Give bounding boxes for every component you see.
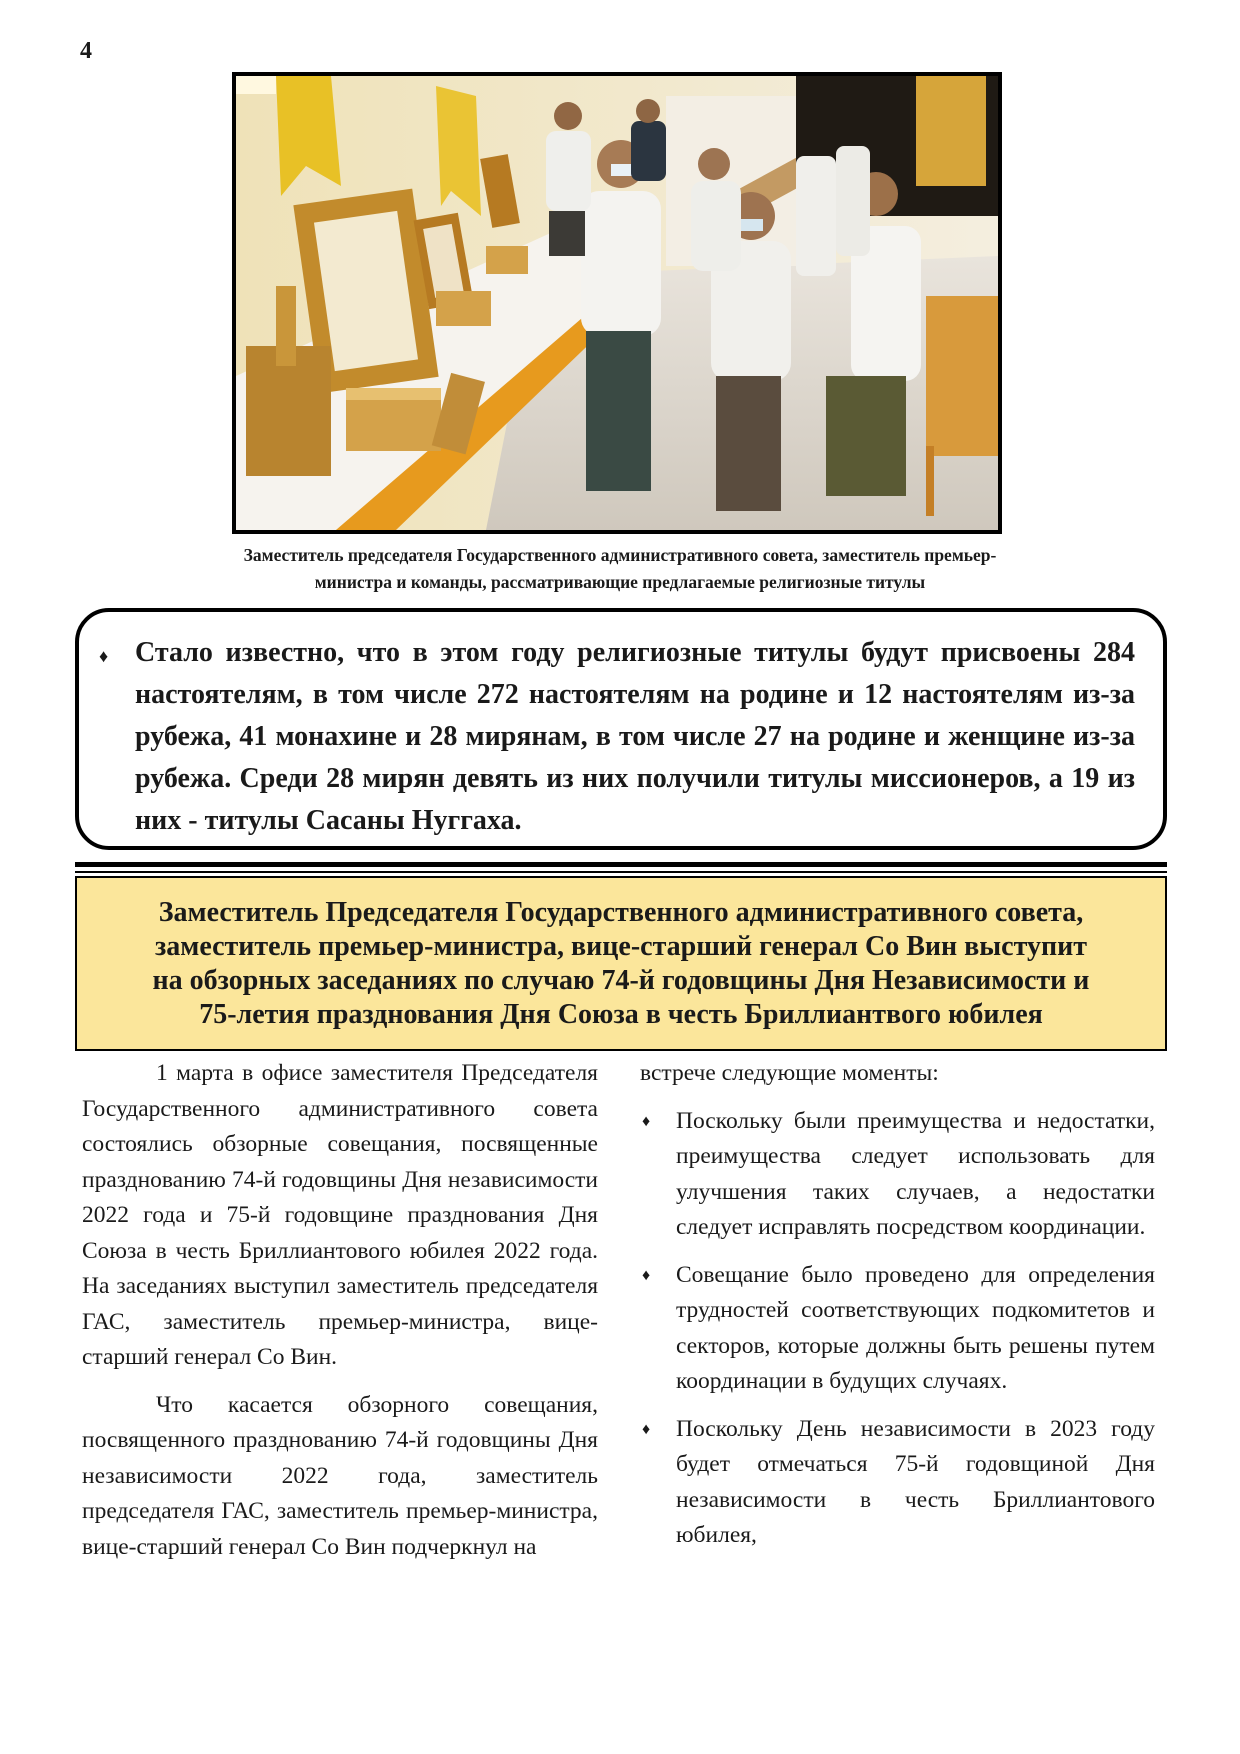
list-item-text: Поскольку были преимущества и недостатки, преимущества следует использовать для улучшения таких случаев, а недостатки следует исправлять посредством координации. (676, 1107, 1155, 1240)
list-item-text: Совещание было проведено для определения трудностей соответствующих подкомитетов и секторов, которые должны быть решены путем координации в будущих случаях. (676, 1261, 1155, 1394)
article-right-column (640, 1056, 1155, 1566)
news-photo (232, 72, 1002, 534)
article-paragraph: встрече следующие моменты: (640, 1060, 939, 1086)
highlight-text: Стало известно, что в этом году религиозные титулы будут присвоены 284 настоятелям, в том числе 272 настоятелям на родине и 12 настоятелям из-за рубежа, 41 монахине и 28 мирянам, в том числе 27 на родине и женщине из-за рубежа. Среди 28 мирян девять из них получили титулы миссионеров, а 19 из них - титулы Сасаны Нуггаха. (135, 637, 1135, 836)
page-number: 4 (80, 38, 92, 64)
diamond-bullet-icon: ♦ (642, 1420, 651, 1438)
photo-illustration (236, 76, 998, 530)
list-item-text: Поскольку День независимости в 2023 году будет отмечаться 75-й годовщиной Дня независимости в честь Бриллиантового юбилея, (676, 1415, 1155, 1548)
list-item (640, 1104, 1155, 1246)
caption-line: министра и команды, рассматривающие предлагаемые религиозные титулы (314, 572, 926, 592)
headline (153, 896, 1090, 1032)
list-item (640, 1412, 1155, 1554)
diamond-bullet-icon: ♦ (99, 646, 109, 666)
article-paragraph: 1 марта в офисе заместителя Председателя Государственного административного совета состоялись обзорные совещания, посвященные празднованию 74-й годовщины Дня независимости 2022 года и 75-й годовщине празднования Дня Союза в честь Бриллиантового юбилея 2022 года. На заседаниях выступил заместитель председателя ГАС, заместитель премьер-министра, вице-старший генерал Со Вин. (82, 1060, 598, 1370)
diamond-bullet-icon: ♦ (642, 1266, 651, 1284)
divider-rule (75, 871, 1167, 873)
headline-line: на обзорных заседаниях по случаю 74-й годовщины Дня Независимости и (152, 964, 1090, 996)
headline-line: заместитель премьер-министра, вице-старший генерал Со Вин выступит (155, 930, 1087, 962)
divider-rule (75, 862, 1167, 867)
list-item (640, 1258, 1155, 1400)
headline-line: 75-летия празднования Дня Союза в честь Бриллиантвого юбилея (199, 998, 1043, 1030)
photo-caption (140, 542, 1100, 596)
highlight-box (75, 608, 1167, 850)
headline-box (75, 876, 1167, 1051)
diamond-bullet-icon: ♦ (642, 1112, 651, 1130)
article-paragraph: Что касается обзорного совещания, посвященного празднованию 74-й годовщины Дня независимости 2022 года, заместитель председателя ГАС, заместитель премьер-министра, вице-старший генерал Со Вин подчеркнул на (82, 1391, 598, 1560)
caption-line: Заместитель председателя Государственного административного совета, заместитель премьер- (243, 545, 997, 565)
headline-line: Заместитель Председателя Государственного административного совета, (158, 896, 1084, 928)
points-list (640, 1104, 1155, 1554)
article-left-column (82, 1056, 598, 1577)
